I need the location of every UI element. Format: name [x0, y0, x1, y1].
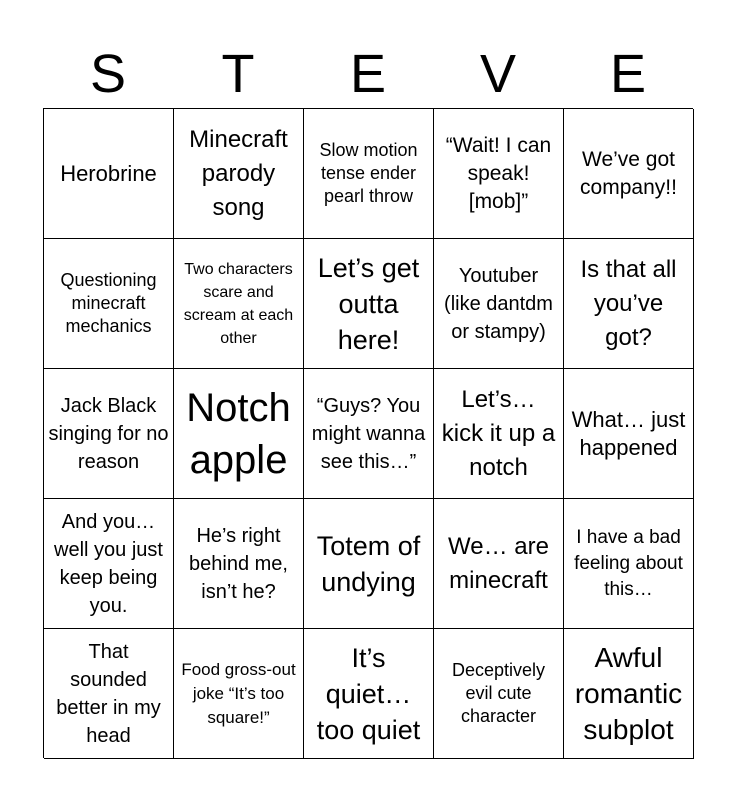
cell-text: That sounded better in my head	[56, 640, 161, 747]
header-letter-t: T	[221, 44, 255, 104]
cell-text: Food gross-out joke “It’s too square!”	[181, 659, 296, 727]
bingo-grid	[43, 108, 693, 758]
bingo-cell-r4c1[interactable]	[44, 499, 174, 629]
bingo-cell-r2c4[interactable]	[434, 239, 564, 369]
cell-text: “Wait! I can speak! [mob]”	[445, 133, 552, 213]
header-letter-e: E	[349, 44, 387, 104]
cell-text: Herobrine	[60, 160, 157, 186]
bingo-cell-r5c2[interactable]	[174, 629, 304, 759]
bingo-cell-r3c4[interactable]	[434, 369, 564, 499]
bingo-cell-r4c2[interactable]	[174, 499, 304, 629]
cell-text: We… are minecraft	[448, 532, 549, 594]
cell-text: It’s quiet… too quiet	[316, 642, 421, 745]
cell-text: We’ve got company!!	[580, 147, 677, 199]
bingo-cell-r5c3[interactable]	[304, 629, 434, 759]
cell-text: Two characters scare and scream at each other	[183, 260, 294, 347]
cell-text: Questioning minecraft mechanics	[60, 270, 157, 336]
cell-text: Totem of undying	[316, 530, 421, 597]
bingo-cell-r1c1[interactable]	[44, 109, 174, 239]
bingo-cell-r1c4[interactable]	[434, 109, 564, 239]
bingo-header	[43, 40, 693, 108]
bingo-cell-r1c3[interactable]	[304, 109, 434, 239]
header-letter-e-2: E	[609, 44, 647, 104]
cell-text: Awful romantic subplot	[574, 641, 683, 745]
bingo-cell-r3c1[interactable]	[44, 369, 174, 499]
cell-text: Let’s get outta here!	[317, 252, 420, 355]
cell-text: I have a bad feeling about this…	[574, 526, 683, 600]
bingo-cell-r3c5[interactable]	[564, 369, 694, 499]
bingo-cell-r5c1[interactable]	[44, 629, 174, 759]
cell-text: Is that all you’ve got?	[580, 255, 677, 351]
bingo-cell-r2c1[interactable]	[44, 239, 174, 369]
bingo-cell-r2c2[interactable]	[174, 239, 304, 369]
cell-text: He’s right behind me, isn’t he?	[189, 524, 288, 603]
cell-text: Deceptively evil cute character	[451, 660, 546, 726]
cell-text: And you… well you just keep being you.	[54, 510, 163, 617]
bingo-cell-r4c5[interactable]	[564, 499, 694, 629]
cell-text: Notch apple	[186, 385, 291, 482]
header-letter-v: V	[479, 44, 517, 104]
bingo-cell-r3c3[interactable]	[304, 369, 434, 499]
cell-text: Slow motion tense ender pearl throw	[319, 140, 418, 206]
header-letter-s: S	[89, 44, 127, 104]
cell-text: Youtuber (like dantdm or stampy)	[444, 264, 553, 343]
bingo-cell-r3c2[interactable]	[174, 369, 304, 499]
cell-text: “Guys? You might wanna see this…”	[311, 394, 426, 473]
bingo-cell-r4c3[interactable]	[304, 499, 434, 629]
cell-text: Jack Black singing for no reason	[48, 394, 169, 473]
bingo-cell-r5c4[interactable]	[434, 629, 564, 759]
bingo-cell-r2c3[interactable]	[304, 239, 434, 369]
cell-text: Let’s… kick it up a notch	[441, 385, 556, 481]
cell-text: What… just happened	[571, 406, 686, 460]
bingo-cell-r5c5[interactable]	[564, 629, 694, 759]
cell-text: Minecraft parody song	[189, 125, 288, 221]
bingo-cell-r1c2[interactable]	[174, 109, 304, 239]
bingo-cell-r4c4[interactable]	[434, 499, 564, 629]
bingo-cell-r2c5[interactable]	[564, 239, 694, 369]
bingo-cell-r1c5[interactable]	[564, 109, 694, 239]
